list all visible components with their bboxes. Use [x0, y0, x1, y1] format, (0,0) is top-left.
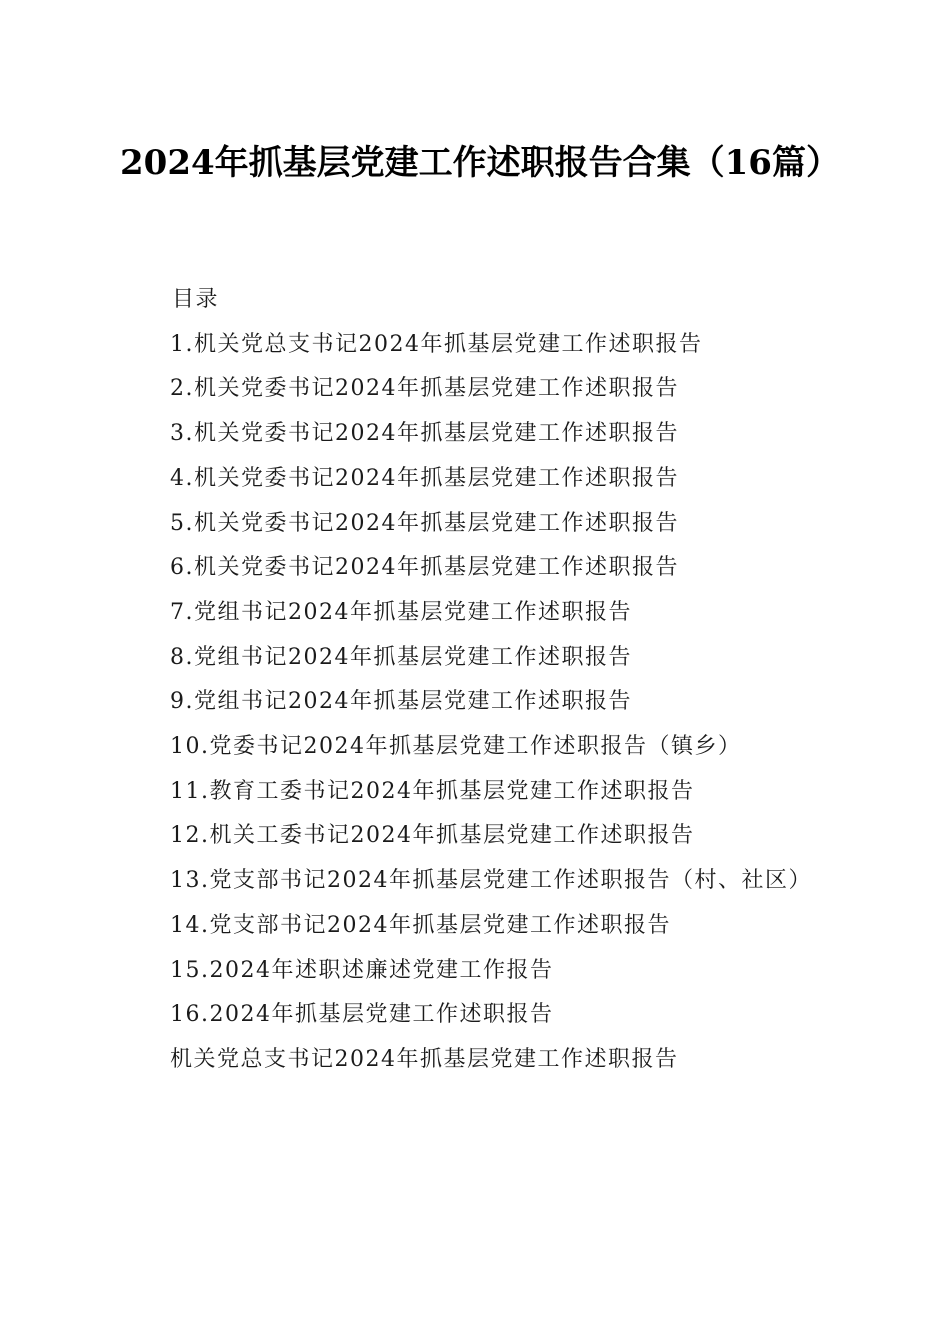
toc-item: 10.党委书记2024年抓基层党建工作述职报告（镇乡） [170, 734, 742, 760]
toc-item: 3.机关党委书记2024年抓基层党建工作述职报告 [170, 421, 679, 447]
toc-item: 9.党组书记2024年抓基层党建工作述职报告 [170, 689, 632, 715]
toc-item: 8.党组书记2024年抓基层党建工作述职报告 [170, 644, 632, 670]
toc-item: 16.2024年抓基层党建工作述职报告 [170, 1002, 554, 1028]
toc-item: 5.机关党委书记2024年抓基层党建工作述职报告 [170, 510, 679, 536]
toc-item: 4.机关党委书记2024年抓基层党建工作述职报告 [170, 465, 679, 491]
section-title: 机关党总支书记2024年抓基层党建工作述职报告 [170, 1046, 679, 1072]
toc-heading: 目录 [172, 287, 220, 312]
toc-item: 2.机关党委书记2024年抓基层党建工作述职报告 [170, 376, 679, 402]
toc-item: 15.2024年述职述廉述党建工作报告 [170, 957, 554, 983]
toc-item: 12.机关工委书记2024年抓基层党建工作述职报告 [170, 823, 695, 849]
toc-item: 6.机关党委书记2024年抓基层党建工作述职报告 [170, 555, 679, 581]
table-of-contents [120, 278, 830, 1083]
toc-item: 11.教育工委书记2024年抓基层党建工作述职报告 [170, 778, 695, 804]
toc-item: 1.机关党总支书记2024年抓基层党建工作述职报告 [170, 331, 703, 357]
toc-item: 7.党组书记2024年抓基层党建工作述职报告 [170, 599, 632, 625]
toc-item: 13.党支部书记2024年抓基层党建工作述职报告（村、社区） [170, 868, 812, 894]
document-title: 2024年抓基层党建工作述职报告合集（16篇） [120, 143, 840, 183]
toc-item: 14.党支部书记2024年抓基层党建工作述职报告 [170, 912, 671, 938]
